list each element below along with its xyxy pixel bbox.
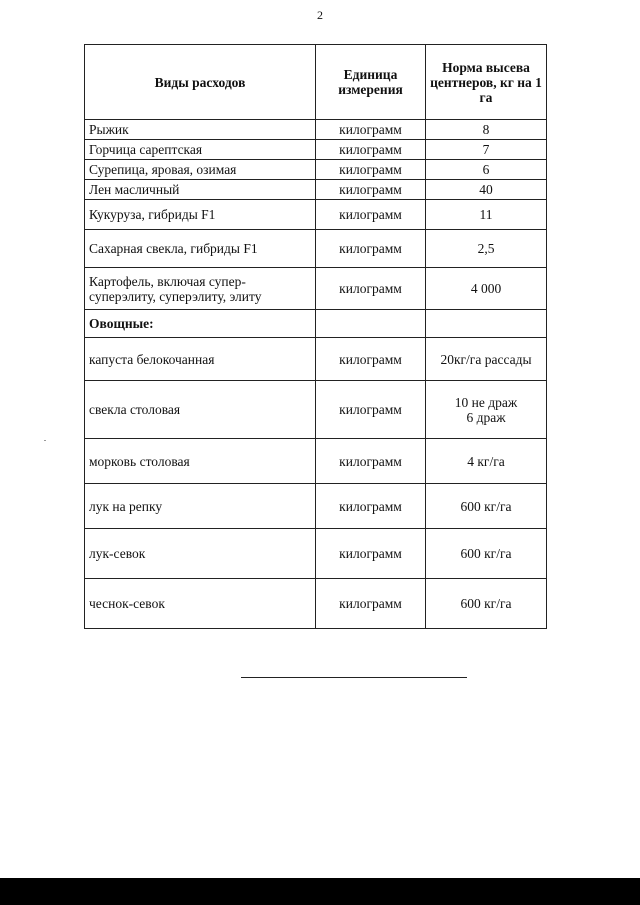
row-name: Сахарная свекла, гибриды F1: [85, 230, 316, 268]
row-unit: килограмм: [316, 200, 426, 230]
row-name: свекла столовая: [85, 381, 316, 439]
row-norm: 8: [426, 120, 547, 140]
column-header-expense-type: Виды расходов: [85, 45, 316, 120]
table-row: [85, 484, 547, 529]
table-row-section: [85, 310, 547, 338]
table-row: [85, 120, 547, 140]
row-unit: килограмм: [316, 579, 426, 629]
row-name: Кукуруза, гибриды F1: [85, 200, 316, 230]
table-row: [85, 381, 547, 439]
row-norm: 20кг/га рассады: [426, 338, 547, 381]
row-unit: [316, 310, 426, 338]
row-unit: килограмм: [316, 120, 426, 140]
column-header-unit: Единица измерения: [316, 45, 426, 120]
row-unit: килограмм: [316, 381, 426, 439]
seeding-norms-table: [84, 44, 547, 629]
row-unit: килограмм: [316, 180, 426, 200]
row-norm-line-2: 6 драж: [466, 409, 506, 425]
page-number: 2: [317, 8, 323, 22]
row-name: Сурепица, яровая, озимая: [85, 160, 316, 180]
row-norm: 4 000: [426, 268, 547, 310]
row-norm: [426, 310, 547, 338]
scan-bottom-border: [0, 878, 640, 905]
section-title-vegetables: Овощные:: [85, 310, 316, 338]
row-name: лук-севок: [85, 529, 316, 579]
row-norm: 6: [426, 160, 547, 180]
row-name: лук на репку: [85, 484, 316, 529]
row-norm: 40: [426, 180, 547, 200]
row-unit: килограмм: [316, 160, 426, 180]
row-unit: килограмм: [316, 268, 426, 310]
table-row: [85, 579, 547, 629]
row-name: Картофель, включая супер-суперэлиту, суперэлиту, элиту: [85, 268, 316, 310]
row-norm: [426, 381, 547, 439]
row-norm: 11: [426, 200, 547, 230]
row-norm: 600 кг/га: [426, 484, 547, 529]
row-unit: килограмм: [316, 529, 426, 579]
table-row: [85, 160, 547, 180]
scan-artifact: [44, 440, 46, 441]
signature-line: [241, 677, 467, 678]
row-name: чеснок-севок: [85, 579, 316, 629]
table-row: [85, 140, 547, 160]
row-name: Рыжик: [85, 120, 316, 140]
row-unit: килограмм: [316, 140, 426, 160]
row-norm: 600 кг/га: [426, 529, 547, 579]
row-unit: килограмм: [316, 338, 426, 381]
row-norm: 2,5: [426, 230, 547, 268]
row-name: Лен масличный: [85, 180, 316, 200]
row-unit: килограмм: [316, 484, 426, 529]
row-unit: килограмм: [316, 439, 426, 484]
table-row: [85, 268, 547, 310]
row-norm-line-1: 10 не драж: [454, 394, 518, 410]
row-norm: 7: [426, 140, 547, 160]
table-row: [85, 180, 547, 200]
column-header-seeding-norm: Норма высева центнеров, кг на 1 га: [426, 45, 547, 120]
table-row: [85, 230, 547, 268]
row-norm: 600 кг/га: [426, 579, 547, 629]
table-row: [85, 338, 547, 381]
row-name: Горчица сарептская: [85, 140, 316, 160]
row-unit: килограмм: [316, 230, 426, 268]
table-row: [85, 200, 547, 230]
table-row: [85, 529, 547, 579]
table-row: [85, 439, 547, 484]
row-name: капуста белокочанная: [85, 338, 316, 381]
table-header-row: [85, 45, 547, 120]
row-norm: 4 кг/га: [426, 439, 547, 484]
row-name: морковь столовая: [85, 439, 316, 484]
